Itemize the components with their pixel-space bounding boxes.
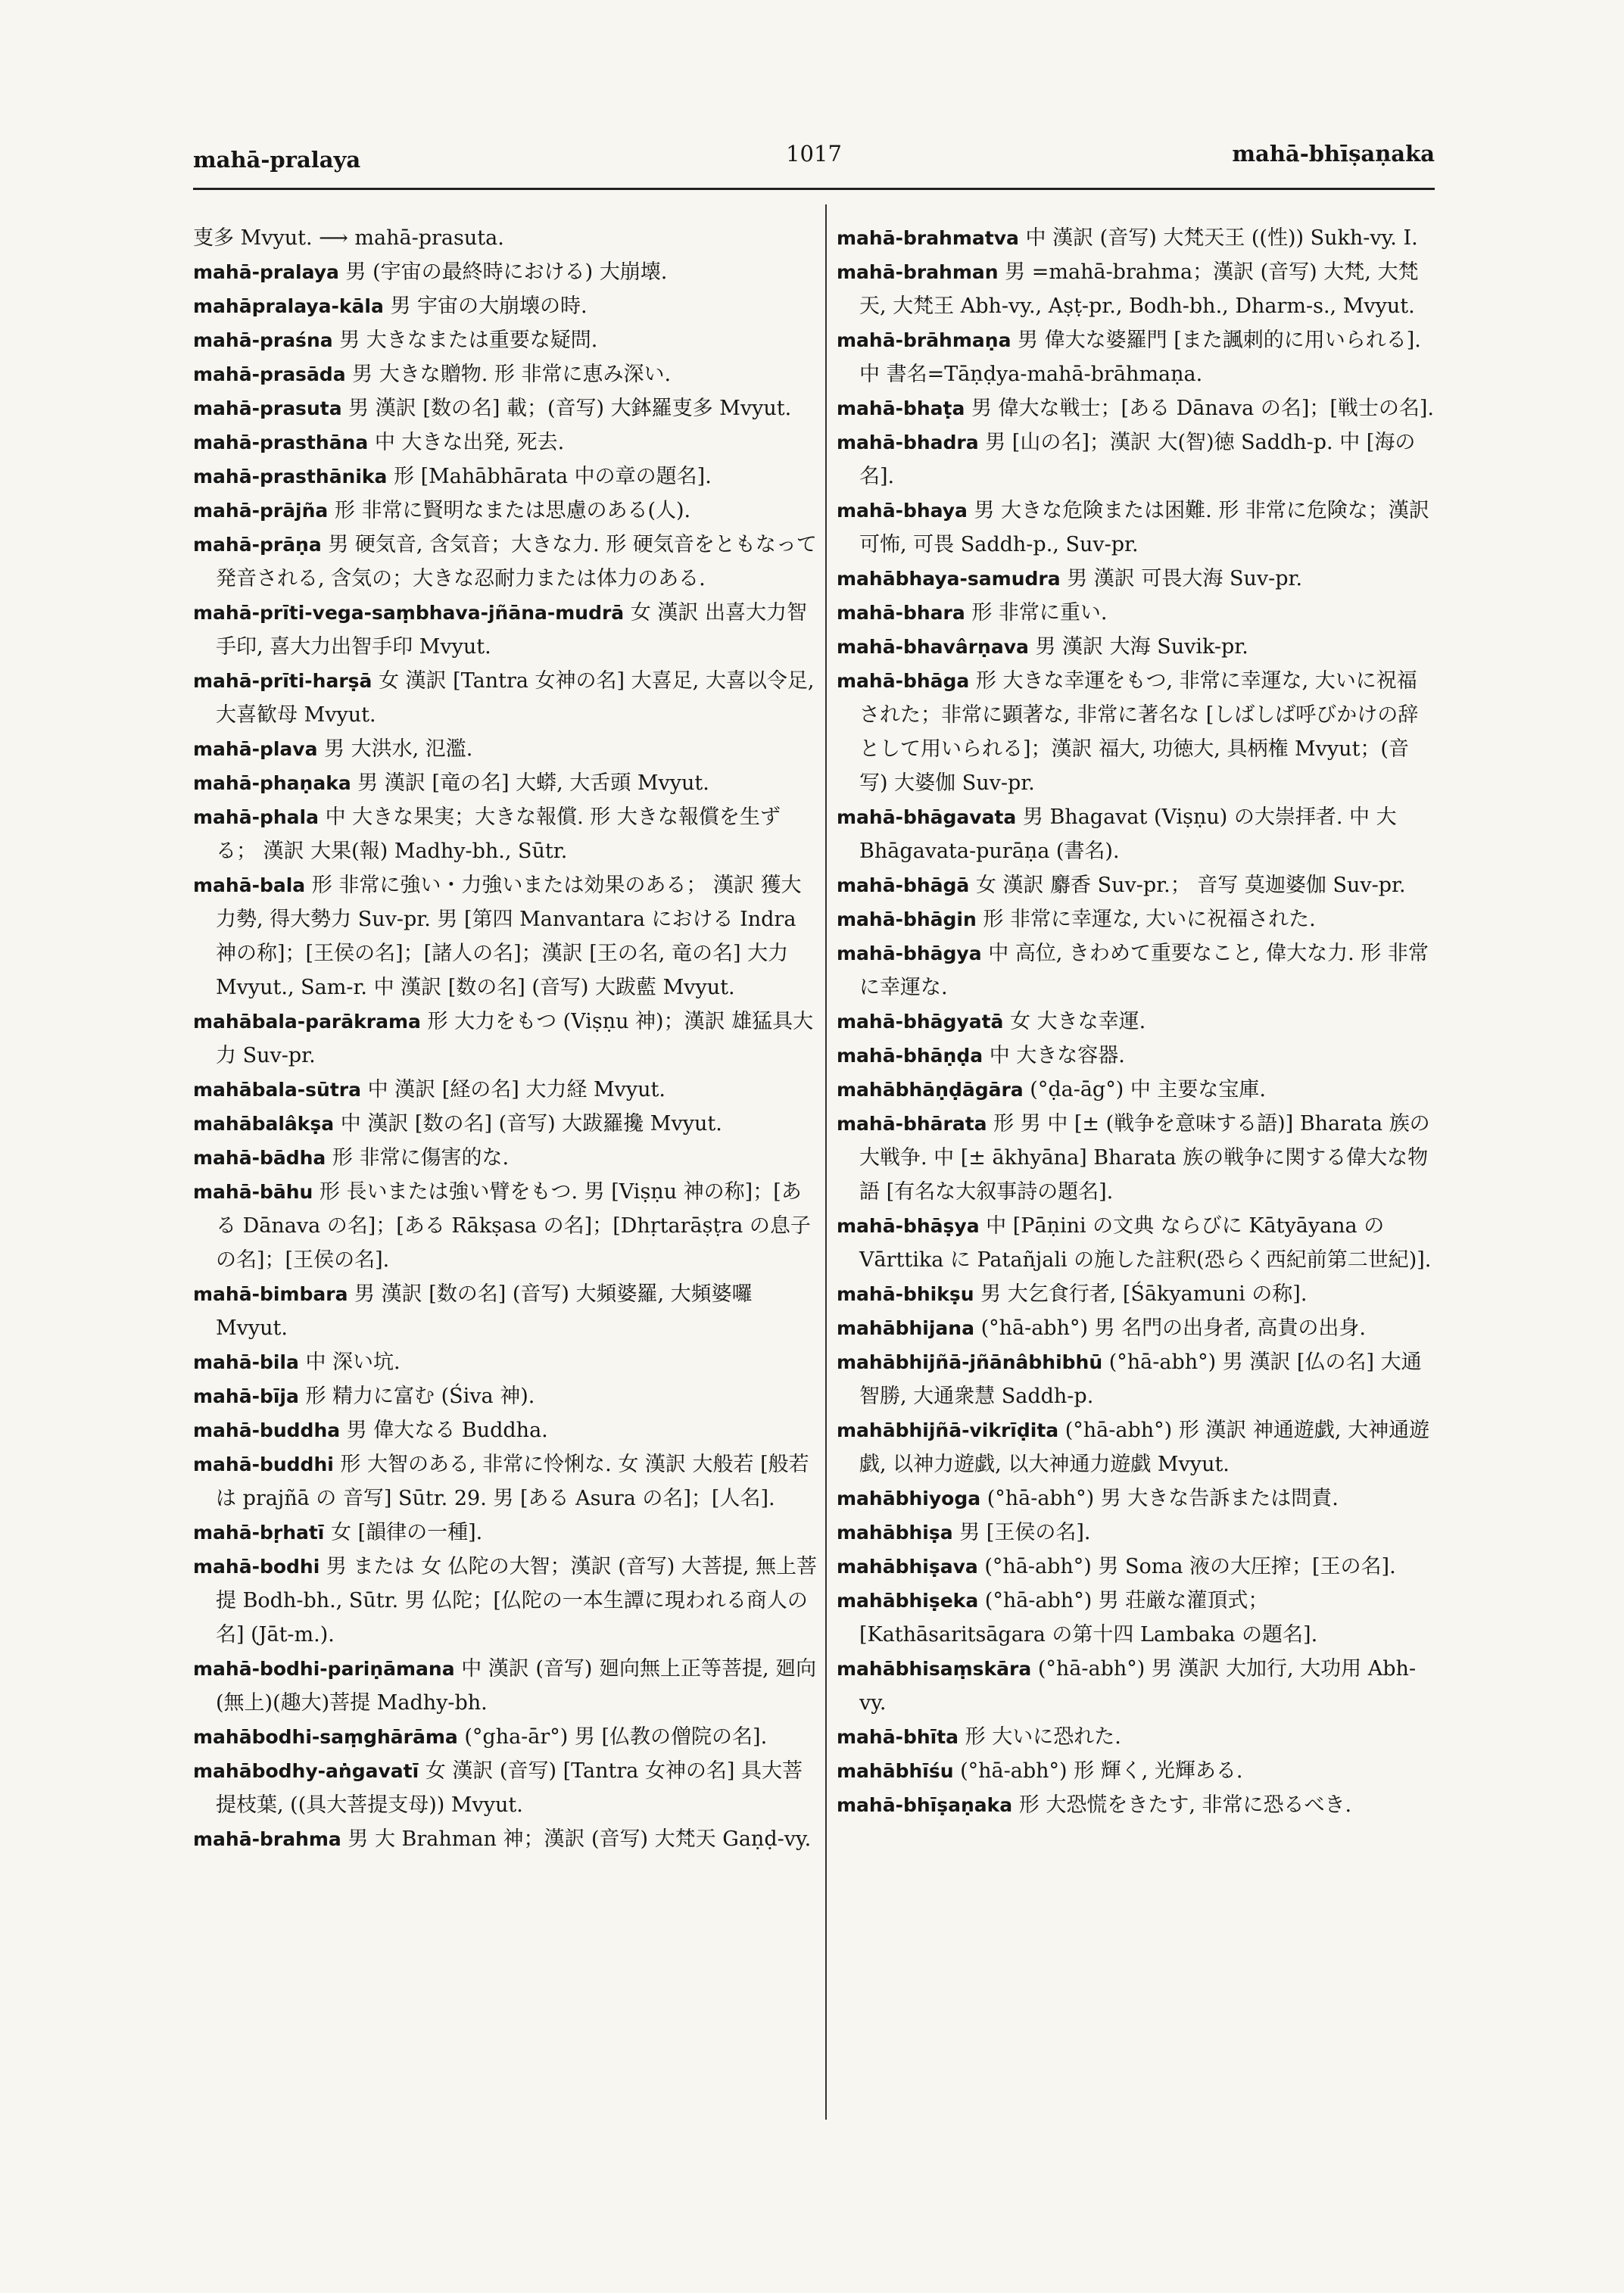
dictionary-entry xyxy=(193,528,818,596)
dictionary-entry xyxy=(837,1345,1435,1413)
dictionary-entry xyxy=(193,1754,818,1822)
headword: mahā-praśna xyxy=(193,329,333,351)
dictionary-entry xyxy=(837,1039,1435,1073)
column-divider xyxy=(825,204,827,2120)
headword: mahā-plava xyxy=(193,738,318,760)
definition: 中 漢訳 [数の名] (音写) 大跋羅攙 Mvyut. xyxy=(340,1112,722,1136)
page-header xyxy=(193,141,1435,186)
dictionary-entry xyxy=(837,1277,1435,1311)
definition: 形 男 中 [± (戦争を意味する語)] Bharata 族の大戦争. 中 [± ākhyāna] Bharata 族の戦争に関する偉大な物語 [有名な大叙事詩の題名]. xyxy=(859,1112,1430,1204)
definition: 男 大乞食行者, [Śākyamuni の称]. xyxy=(980,1282,1308,1306)
headword: mahā-prasuta xyxy=(193,397,342,419)
headword: mahā-bhara xyxy=(837,602,965,624)
headword: mahā-bimbara xyxy=(193,1283,348,1305)
definition: 形 大きな幸運をもつ, 非常に幸運な, 大いに祝福された；非常に顕著な, 非常に著名な [しばしば呼びかけの辞として用いられる]；漢訳 福大, 功徳大, 具柄権 Mvyut；(音写) 大婆伽 Suv-pr. xyxy=(859,669,1419,795)
headword: mahābhāṇḍāgāra xyxy=(837,1079,1024,1101)
definition: 男 漢訳 大海 Suvik-pr. xyxy=(1035,635,1248,659)
headword: mahābhiṣeka xyxy=(837,1590,979,1612)
headword: mahābhaya-samudra xyxy=(837,568,1061,590)
dictionary-entry xyxy=(837,596,1435,630)
dictionary-entry xyxy=(837,1311,1435,1345)
definition: 男 宇宙の大崩壊の時. xyxy=(390,294,588,318)
headword: mahā-bhāgā xyxy=(837,874,970,896)
definition: 中 漢訳 [経の名] 大力経 Mvyut. xyxy=(367,1078,665,1101)
definition: 女 漢訳 (音写) [Tantra 女神の名] 具大菩提枝葉, ((具大菩提支母)) Mvyut. xyxy=(216,1759,803,1817)
headword: mahā-bila xyxy=(193,1351,299,1373)
page-number: 1017 xyxy=(786,141,842,167)
definition: 男 漢訳 [竜の名] 大蟒, 大舌頭 Mvyut. xyxy=(357,771,709,795)
headword: mahāpralaya-kāla xyxy=(193,295,384,317)
definition: 形 精力に富む (Śiva 神). xyxy=(305,1385,535,1408)
definition: 中 漢訳 (音写) 廻向無上正等菩提, 廻向(無上)(趣大)菩提 Madhy-bh. xyxy=(216,1657,817,1715)
headword: mahā-bodhi xyxy=(193,1556,320,1578)
dictionary-entry xyxy=(837,936,1435,1005)
dictionary-entry xyxy=(193,868,818,1005)
headword: mahā-bāhu xyxy=(193,1181,313,1203)
headword: mahābodhi-saṃghārāma xyxy=(193,1726,458,1748)
definition: 男 大 Brahman 神；漢訳 (音写) 大梵天 Gaṇḍ-vy. xyxy=(348,1827,812,1851)
headword: mahā-bhāṇḍa xyxy=(837,1045,983,1067)
dictionary-entry xyxy=(837,664,1435,800)
headword: mahā-pralaya xyxy=(193,261,339,283)
headword: mahā-prīti-harṣā xyxy=(193,670,372,692)
dictionary-entry xyxy=(837,221,1435,255)
headword: mahā-phala xyxy=(193,806,319,828)
headword: mahābhijñā-jñānâbhibhū xyxy=(837,1351,1103,1373)
dictionary-entry xyxy=(193,800,818,868)
dictionary-entry xyxy=(193,1107,818,1141)
headword: mahā-bhaya xyxy=(837,500,968,522)
dictionary-entry xyxy=(193,1141,818,1175)
definition: 女 大きな幸運. xyxy=(1010,1010,1146,1033)
definition: 形 非常に強い・力強いまたは効果のある； 漢訳 獲大力勢, 得大勢力 Suv-pr. 男 [第四 Manvantara における Indra 神の称]；[王侯の名]；[諸人の名]；漢訳 [王の名, 竜の名] 大力 Mvyut., Sam-r. 中 漢訳 [数の名] (音写) 大跋藍 Mvyut. xyxy=(216,874,802,999)
headword: mahā-bhāgya xyxy=(837,942,982,964)
dictionary-entry xyxy=(193,732,818,766)
dictionary-entry xyxy=(193,460,818,494)
headword: mahābala-sūtra xyxy=(193,1079,361,1101)
definition: 男 または 女 仏陀の大智；漢訳 (音写) 大菩提, 無上菩提 Bodh-bh., Sūtr. 男 仏陀；[仏陀の一本生譚に現われる商人の名] (Jāt-m.). xyxy=(216,1555,818,1647)
definition: (°hā-abh°) 男 漢訳 [仏の名] 大通智勝, 大通衆慧 Saddh-p. xyxy=(859,1351,1422,1408)
dictionary-entry xyxy=(837,323,1435,391)
headword: mahā-prājña xyxy=(193,500,329,522)
definition: 形 大恐慌をきたす, 非常に恐るべき. xyxy=(1018,1793,1352,1817)
definition: 中 [Pāṇini の文典 ならびに Kātyāyana の Vārttika に Patañjali の施した註釈(恐らく西紀前第二世紀)]. xyxy=(859,1214,1432,1272)
dictionary-entry xyxy=(837,1107,1435,1209)
dictionary-entry xyxy=(193,255,818,289)
headword: mahā-bhāgin xyxy=(837,908,977,930)
headword: mahā-bhadra xyxy=(837,431,979,453)
definition: 形 大いに恐れた. xyxy=(965,1725,1121,1749)
dictionary-entry xyxy=(837,1788,1435,1822)
definition: 女 漢訳 [Tantra 女神の名] 大喜足, 大喜以令足, 大喜歓母 Mvyut. xyxy=(216,669,815,727)
definition: 男 漢訳 [数の名] (音写) 大頻婆羅, 大頻婆囉 Mvyut. xyxy=(216,1282,753,1340)
definition: 男 [王侯の名]. xyxy=(959,1521,1091,1544)
headword: mahābhiṣa xyxy=(837,1522,953,1544)
definition: 形 大力をもつ (Viṣṇu 神)；漢訳 雄猛具大力 Suv-pr. xyxy=(216,1010,814,1067)
dictionary-entry xyxy=(837,425,1435,494)
dictionary-entry xyxy=(837,1073,1435,1107)
dictionary-entry xyxy=(837,1005,1435,1039)
dictionary-entry xyxy=(193,596,818,664)
dictionary-entry xyxy=(193,1516,818,1550)
definition: 中 高位, きわめて重要なこと, 偉大な力. 形 非常に幸運な. xyxy=(859,942,1429,999)
definition: (°hā-abh°) 男 名門の出身者, 高貴の出身. xyxy=(980,1316,1366,1340)
headword: mahā-bhāga xyxy=(837,670,970,692)
dictionary-entry xyxy=(193,1447,818,1516)
definition: 男 硬気音, 含気音；大きな力. 形 硬気音をともなって発音される, 含気の；大きな忍耐力または体力のある. xyxy=(216,533,817,590)
dictionary-entry xyxy=(837,391,1435,425)
definition: 男 漢訳 [数の名] 載；(音写) 大鉢羅叓多 Mvyut. xyxy=(348,397,792,420)
dictionary-entry xyxy=(837,255,1435,323)
definition: (°hā-abh°) 男 Soma 液の大圧搾；[王の名]. xyxy=(984,1555,1396,1578)
dictionary-entry xyxy=(193,1277,818,1345)
definition: 中 大きな果実；大きな報償. 形 大きな報償を生ずる； 漢訳 大果(報) Madhy-bh., Sūtr. xyxy=(216,805,781,863)
dictionary-entry xyxy=(193,1345,818,1379)
definition: 形 非常に賢明なまたは思慮のある(人). xyxy=(334,499,691,522)
dictionary-entry xyxy=(193,357,818,391)
definition: 男 (宇宙の最終時における) 大崩壊. xyxy=(345,260,668,284)
definition: 男 大きな危険または困難. 形 非常に危険な；漢訳 可怖, 可畏 Saddh-p., Suv-pr. xyxy=(859,499,1429,556)
definition: 男 Bhagavat (Viṣṇu) の大崇拝者. 中 大 Bhāgavata-purāṇa (書名). xyxy=(859,805,1397,863)
definition: 男 =mahā-brahma；漢訳 (音写) 大梵, 大梵天, 大梵王 Abh-vy., Aṣṭ-pr., Bodh-bh., Dharm-s., Mvyut. xyxy=(859,260,1419,318)
headword: mahābala-parākrama xyxy=(193,1011,421,1033)
definition: (°hā-abh°) 形 漢訳 神通遊戯, 大神通遊戯, 以神力遊戯, 以大神通力遊戯 Mvyut. xyxy=(859,1419,1430,1476)
headword: mahā-prasāda xyxy=(193,363,346,385)
headword: mahā-brahmatva xyxy=(837,227,1019,249)
definition: (°hā-abh°) 男 荘厳な灌頂式；[Kathāsaritsāgara の第十四 Lambaka の題名]. xyxy=(859,1589,1318,1647)
headword: mahā-brahman xyxy=(837,261,999,283)
dictionary-entry xyxy=(837,1652,1435,1720)
definition: (°gha-ār°) 男 [仏教の僧院の名]. xyxy=(464,1725,768,1749)
headword: mahābhiyoga xyxy=(837,1488,981,1509)
dictionary-entry xyxy=(837,1481,1435,1516)
definition: 形 [Mahābhārata 中の章の題名]. xyxy=(394,465,712,488)
header-rule xyxy=(193,188,1435,190)
headword: mahā-buddhi xyxy=(193,1453,334,1475)
headword: mahā-bhīta xyxy=(837,1726,959,1748)
definition: 男 漢訳 可畏大海 Suv-pr. xyxy=(1067,567,1303,590)
dictionary-entry xyxy=(193,1720,818,1754)
definition: 男 大洪水, 氾濫. xyxy=(324,737,473,761)
headword: mahā-bhavârṇava xyxy=(837,636,1029,658)
dictionary-entry xyxy=(837,1413,1435,1481)
definition: 形 非常に重い. xyxy=(971,601,1108,625)
dictionary-entry xyxy=(193,1822,818,1856)
definition: 男 偉大なる Buddha. xyxy=(346,1419,548,1442)
headword: mahā-bādha xyxy=(193,1147,326,1169)
definition: 中 大きな出発, 死去. xyxy=(374,431,565,454)
definition: 形 大智のある, 非常に怜悧な. 女 漢訳 大般若 [般若は prajñā の 音写] Sūtr. 29. 男 [ある Asura の名]；[人名]. xyxy=(216,1453,809,1510)
headword: mahā-bhaṭa xyxy=(837,397,965,419)
definition: 女 漢訳 出喜大力智手印, 喜大力出智手印 Mvyut. xyxy=(216,601,807,659)
headword: mahā-prāṇa xyxy=(193,534,322,556)
dictionary-entry xyxy=(193,1652,818,1720)
dictionary-entry xyxy=(193,289,818,323)
dictionary-entry xyxy=(837,1550,1435,1584)
definition: 男 偉大な戦士；[ある Dānava の名]；[戦士の名]. xyxy=(971,397,1434,420)
dictionary-entry xyxy=(193,1550,818,1652)
dictionary-entry xyxy=(837,630,1435,664)
dictionary-entry xyxy=(193,664,818,732)
definition: 女 漢訳 麝香 Suv-pr.； 音写 莫迦婆伽 Suv-pr. xyxy=(975,874,1406,897)
headword: mahā-bhāṣya xyxy=(837,1215,980,1237)
headword: mahābhisaṃskāra xyxy=(837,1658,1032,1680)
definition: (°hā-abh°) 男 漢訳 大加行, 大功用 Abh-vy. xyxy=(859,1657,1417,1715)
dictionary-entry xyxy=(837,1754,1435,1788)
dictionary-entry xyxy=(837,800,1435,868)
headword: mahā-bala xyxy=(193,874,306,896)
dictionary-entry xyxy=(193,1073,818,1107)
dictionary-entry xyxy=(837,562,1435,596)
headword: mahā-buddha xyxy=(193,1419,341,1441)
headword: mahā-bīja xyxy=(193,1385,299,1407)
definition: 男 大きなまたは重要な疑問. xyxy=(339,329,598,352)
definition: 中 漢訳 (音写) 大梵天王 ((性)) Sukh-vy. I. xyxy=(1025,226,1418,250)
definition: 形 非常に傷害的な. xyxy=(332,1146,510,1170)
dictionary-entry xyxy=(193,1175,818,1277)
dictionary-entry xyxy=(193,221,818,255)
headword: mahā-prasthānika xyxy=(193,466,388,488)
headword: mahābhijñā-vikrīḍita xyxy=(837,1419,1059,1441)
left-column xyxy=(193,221,818,1856)
dictionary-entry xyxy=(193,323,818,357)
dictionary-entry xyxy=(193,766,818,800)
definition: (°hā-abh°) 形 輝く, 光輝ある. xyxy=(960,1759,1243,1783)
dictionary-entry xyxy=(193,425,818,460)
headword: mahā-prasthāna xyxy=(193,431,369,453)
dictionary-entry xyxy=(837,1516,1435,1550)
headword: mahā-brahma xyxy=(193,1828,341,1850)
dictionary-entry xyxy=(193,1379,818,1413)
definition: (°ḍa-āg°) 中 主要な宝庫. xyxy=(1030,1078,1266,1101)
headword: mahābalâkṣa xyxy=(193,1113,335,1135)
headword: mahā-bṛhatī xyxy=(193,1522,325,1544)
dictionary-entry xyxy=(837,494,1435,562)
definition: (°hā-abh°) 男 大きな告訴または問責. xyxy=(987,1487,1339,1510)
headword: mahā-brāhmaṇa xyxy=(837,329,1011,351)
definition: 男 大きな贈物. 形 非常に恵み深い. xyxy=(352,363,672,386)
headword: mahā-bhīṣaṇaka xyxy=(837,1794,1013,1816)
headword: mahābodhy-aṅgavatī xyxy=(193,1760,419,1782)
definition: 女 [韻律の一種]. xyxy=(330,1521,483,1544)
running-head-right: mahā-bhīṣaṇaka xyxy=(1232,141,1435,167)
headword: mahā-prīti-vega-saṃbhava-jñāna-mudrā xyxy=(193,602,625,624)
dictionary-entry xyxy=(193,391,818,425)
running-head-left: mahā-pralaya xyxy=(193,147,361,173)
definition: 男 [山の名]；漢訳 大(智)徳 Saddh-p. 中 [海の名]. xyxy=(859,431,1416,488)
definition: 叓多 Mvyut. ⟶ mahā-prasuta. xyxy=(193,226,504,250)
right-column xyxy=(837,221,1435,1822)
dictionary-entry xyxy=(837,1720,1435,1754)
definition: 中 深い坑. xyxy=(305,1351,401,1374)
definition: 中 大きな容器. xyxy=(989,1044,1125,1067)
dictionary-entry xyxy=(837,1209,1435,1277)
dictionary-entry xyxy=(837,902,1435,936)
definition: 男 偉大な婆羅門 [また諷刺的に用いられる]. 中 書名=Tāṇḍya-mahā-brāhmaṇa. xyxy=(859,329,1421,386)
headword: mahābhiṣava xyxy=(837,1556,978,1578)
headword: mahā-bhārata xyxy=(837,1113,987,1135)
dictionary-entry xyxy=(837,1584,1435,1652)
dictionary-entry xyxy=(193,1005,818,1073)
headword: mahā-bhāgyatā xyxy=(837,1011,1004,1033)
headword: mahā-bodhi-pariṇāmana xyxy=(193,1658,455,1680)
headword: mahā-bhāgavata xyxy=(837,806,1017,828)
dictionary-entry xyxy=(193,1413,818,1447)
headword: mahā-phaṇaka xyxy=(193,772,351,794)
dictionary-entry xyxy=(837,868,1435,902)
dictionary-entry xyxy=(193,494,818,528)
definition: 形 非常に幸運な, 大いに祝福された. xyxy=(983,908,1316,931)
headword: mahā-bhikṣu xyxy=(837,1283,974,1305)
headword: mahābhijana xyxy=(837,1317,974,1339)
headword: mahābhīśu xyxy=(837,1760,954,1782)
definition: 形 長いまたは強い臂をもつ. 男 [Viṣṇu 神の称]；[ある Dānava の名]；[ある Rākṣasa の名]；[Dhṛtarāṣṭra の息子の名]；[王侯の名]. xyxy=(216,1180,811,1272)
